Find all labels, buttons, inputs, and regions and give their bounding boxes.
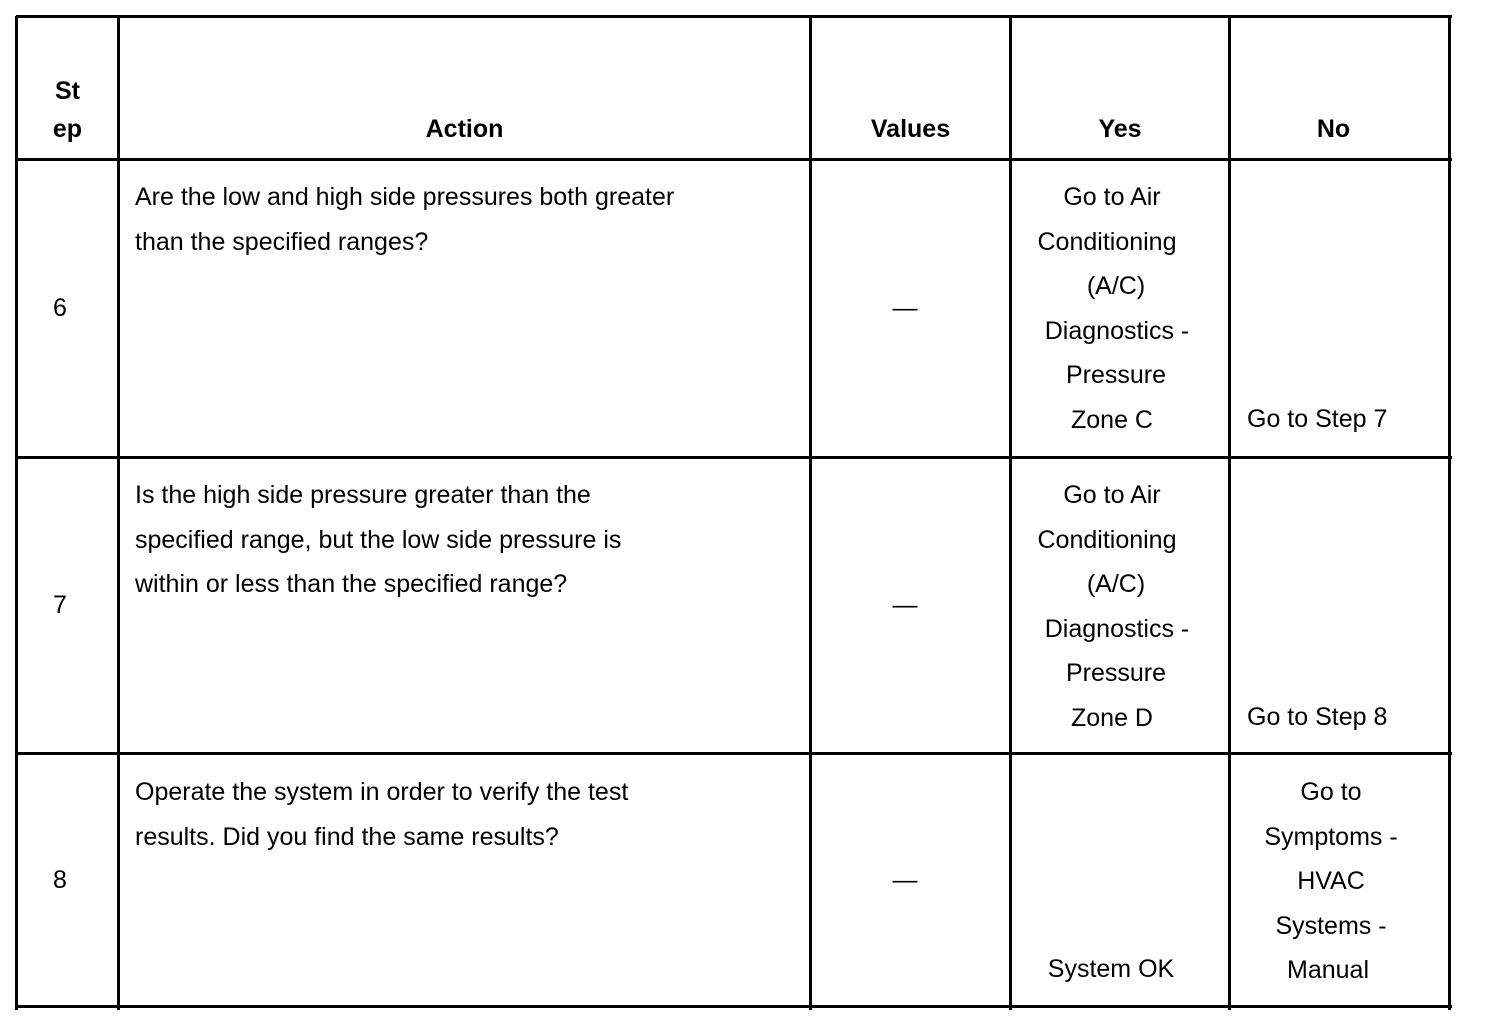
row-7-yes: Go to Air Conditioning (A/C) Diagnostics - Pressure Zone D	[1037, 481, 1190, 732]
header-yes: Yes	[1098, 115, 1142, 143]
header-step	[18, 72, 117, 148]
row-7-value: —	[892, 591, 918, 620]
row-7-action: Is the high side pressure greater than the specified range, but the low side pressure is within or less than the specified range?	[135, 481, 622, 598]
row-8-value: —	[892, 865, 918, 894]
table-top-border	[16, 15, 1452, 18]
row-6-step: 6	[53, 294, 67, 323]
row-8-no: Go to Symptoms - HVAC Systems - Manual	[1264, 778, 1398, 984]
row-8-bottom-border	[16, 1005, 1452, 1008]
header-action: Action	[425, 115, 504, 143]
step-action-divider	[117, 16, 120, 1010]
row-7-bottom-border	[16, 752, 1452, 755]
header-step-line2: ep	[52, 115, 83, 143]
row-7-step: 7	[53, 591, 67, 620]
row-6-bottom-border	[16, 456, 1452, 459]
table-right-border	[1448, 16, 1451, 1010]
header-bottom-border	[16, 158, 1452, 161]
row-8-step: 8	[53, 865, 67, 894]
row-8-action: Operate the system in order to verify the test results. Did you find the same results?	[135, 778, 629, 851]
header-step-line1: St	[55, 77, 80, 105]
row-6-value: —	[892, 294, 918, 323]
row-6-action: Are the low and high side pressures both greater than the specified ranges?	[135, 183, 675, 256]
row-7-no: Go to Step 8	[1247, 703, 1388, 731]
header-no: No	[1316, 115, 1351, 143]
header-values: Values	[870, 115, 951, 143]
row-8-yes: System OK	[1047, 955, 1175, 983]
row-6-yes: Go to Air Conditioning (A/C) Diagnostics - Pressure Zone C	[1037, 183, 1190, 434]
row-6-no: Go to Step 7	[1247, 405, 1388, 433]
